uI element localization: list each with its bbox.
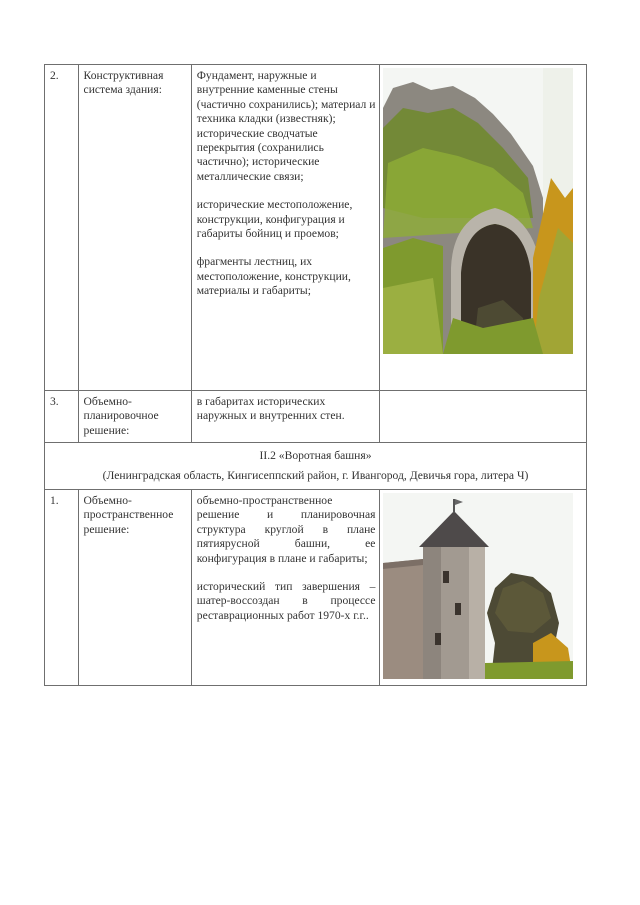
section-header — [45, 443, 587, 490]
description-paragraph: Фундамент, наружные и внутренние каменные стены (частично сохранились); материал и техника кладки (известняк); исторические сводчатые перекрытия (сохранились частично); исторические металлические связи; — [196, 69, 376, 183]
description-paragraph: фрагменты лестниц, их местоположение, конструкции, материалы и габариты; — [196, 255, 351, 298]
table-row — [45, 65, 587, 391]
description-paragraph: исторический тип завершения – шатер-воссоздан в процессе реставрационных работ 1970-х г.г.. — [196, 580, 376, 622]
row-number: 1. — [45, 490, 79, 686]
section-title: II.2 «Воротная башня» — [259, 449, 372, 463]
description-paragraph: объемно-пространственное решение и планировочная структура круглой в плане пятиярусной башни, ее конфигурация в плане и габариты; — [196, 494, 376, 565]
photo-cell — [380, 490, 587, 686]
monument-elements-table — [44, 64, 587, 686]
description-paragraph: исторические местоположение, конструкции, конфигурация и габариты бойниц и проемов; — [196, 198, 353, 241]
element-name: Объемно-планировочное решение: — [78, 391, 191, 443]
table-row — [45, 391, 587, 443]
element-name: Объемно-пространственное решение: — [78, 490, 191, 686]
gate-tower-photo — [383, 493, 573, 679]
element-description — [191, 490, 380, 686]
element-name: Конструктивная система здания: — [78, 65, 191, 391]
table-row — [45, 490, 587, 686]
photo-cell — [380, 65, 587, 391]
section-address: (Ленинградская область, Кингисеппский район, г. Ивангород, Девичья гора, литера Ч) — [102, 468, 529, 482]
ruined-arch-photo — [383, 68, 573, 354]
row-number: 3. — [45, 391, 79, 443]
element-description: в габаритах исторических наружных и внутренних стен. — [191, 391, 380, 443]
section-header-row — [45, 443, 587, 490]
element-description — [191, 65, 380, 391]
empty-cell — [380, 391, 587, 443]
row-number: 2. — [45, 65, 79, 391]
